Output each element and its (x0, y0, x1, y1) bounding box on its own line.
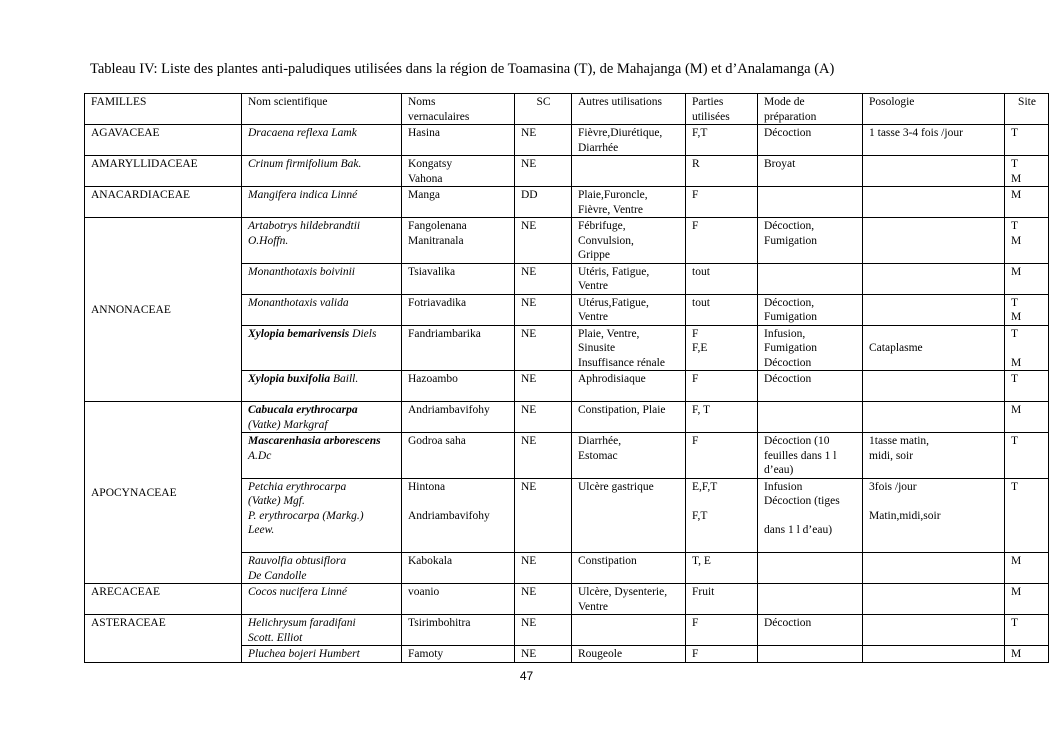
sc-cell: NE (515, 371, 572, 402)
mode-cell (758, 263, 863, 294)
nom-cell: Crinum firmifolium Bak. (242, 156, 402, 187)
mode-cell: Infusion Décoction (tiges dans 1 l d’eau) (758, 478, 863, 553)
header-mode-preparation: Mode de préparation (758, 94, 863, 125)
posologie-cell (863, 187, 1005, 218)
sc-cell: DD (515, 187, 572, 218)
site-cell: M (1005, 584, 1049, 615)
noms-cell: Fangolenana Manitranala (402, 218, 515, 264)
site-cell: T M (1005, 294, 1049, 325)
autres-cell: Fébrifuge, Convulsion, Grippe (572, 218, 686, 264)
famille-cell: ARECACEAE (85, 584, 242, 615)
nom-cell: Xylopia buxifolia Baill. (242, 371, 402, 402)
nom-cell: Monanthotaxis valida (242, 294, 402, 325)
mode-cell (758, 187, 863, 218)
mode-cell (758, 553, 863, 584)
site-cell: T M (1005, 156, 1049, 187)
nom-cell: Mascarenhasia arborescens A.Dc (242, 433, 402, 479)
nom-cell: Xylopia bemarivensis Diels (242, 325, 402, 371)
table-row (85, 218, 1049, 264)
nom-cell: Monanthotaxis boivinii (242, 263, 402, 294)
header-nom-scientifique: Nom scientifique (242, 94, 402, 125)
parties-cell: F (686, 371, 758, 402)
site-cell: T (1005, 371, 1049, 402)
autres-cell: Rougeole (572, 646, 686, 663)
parties-cell: F (686, 433, 758, 479)
parties-cell: F F,E (686, 325, 758, 371)
header-sc: SC (515, 94, 572, 125)
noms-cell: Famoty (402, 646, 515, 663)
autres-cell: Constipation (572, 553, 686, 584)
sc-cell: NE (515, 156, 572, 187)
posologie-cell: 1 tasse 3-4 fois /jour (863, 125, 1005, 156)
posologie-cell (863, 646, 1005, 663)
autres-cell: Aphrodisiaque (572, 371, 686, 402)
table-row (85, 402, 1049, 433)
autres-cell: Utéris, Fatigue, Ventre (572, 263, 686, 294)
noms-cell: Kongatsy Vahona (402, 156, 515, 187)
sc-cell: NE (515, 553, 572, 584)
site-cell: M (1005, 646, 1049, 663)
header-site: Site (1005, 94, 1049, 125)
nom-cell: Artabotrys hildebrandtii O.Hoffn. (242, 218, 402, 264)
mode-cell (758, 646, 863, 663)
nom-cell: Petchia erythrocarpa (Vatke) Mgf. P. erythrocarpa (Markg.) Leew. (242, 478, 402, 553)
site-cell: M (1005, 263, 1049, 294)
posologie-cell (863, 263, 1005, 294)
noms-cell: Hasina (402, 125, 515, 156)
famille-cell: ANACARDIACEAE (85, 187, 242, 218)
sc-cell: NE (515, 478, 572, 553)
parties-cell: Fruit (686, 584, 758, 615)
table-row (85, 156, 1049, 187)
sc-cell: NE (515, 325, 572, 371)
posologie-cell (863, 218, 1005, 264)
site-cell: T M (1005, 218, 1049, 264)
site-cell: T M (1005, 325, 1049, 371)
posologie-cell: 1tasse matin, midi, soir (863, 433, 1005, 479)
mode-cell (758, 584, 863, 615)
table-title: Tableau IV: Liste des plantes anti-paludiques utilisées dans la région de Toamasina (T), de Mahajanga (M) et d’Analamanga (A) (90, 61, 835, 77)
sc-cell: NE (515, 294, 572, 325)
famille-cell: AMARYLLIDACEAE (85, 156, 242, 187)
nom-cell: Cocos nucifera Linné (242, 584, 402, 615)
table-row (85, 125, 1049, 156)
parties-cell: E,F,T F,T (686, 478, 758, 553)
parties-cell: T, E (686, 553, 758, 584)
posologie-cell (863, 584, 1005, 615)
parties-cell: F, T (686, 402, 758, 433)
autres-cell: Ulcère gastrique (572, 478, 686, 553)
posologie-cell: Cataplasme (863, 325, 1005, 371)
page-number: 47 (519, 669, 534, 683)
noms-cell: voanio (402, 584, 515, 615)
plants-table (84, 93, 1049, 663)
famille-cell: ASTERACEAE (85, 615, 242, 663)
parties-cell: R (686, 156, 758, 187)
mode-cell: Infusion, Fumigation Décoction (758, 325, 863, 371)
site-cell: T (1005, 478, 1049, 553)
parties-cell: F (686, 615, 758, 646)
mode-cell (758, 402, 863, 433)
site-cell: T (1005, 125, 1049, 156)
mode-cell: Décoction (758, 615, 863, 646)
sc-cell: NE (515, 615, 572, 646)
autres-cell (572, 156, 686, 187)
posologie-cell (863, 371, 1005, 402)
autres-cell (572, 615, 686, 646)
parties-cell: F,T (686, 125, 758, 156)
header-parties-utilisees: Parties utilisées (686, 94, 758, 125)
sc-cell: NE (515, 218, 572, 264)
parties-cell: F (686, 646, 758, 663)
nom-cell: Mangifera indica Linné (242, 187, 402, 218)
table-row (85, 584, 1049, 615)
autres-cell: Diarrhée, Estomac (572, 433, 686, 479)
posologie-cell (863, 156, 1005, 187)
noms-cell: Fandriambarika (402, 325, 515, 371)
noms-cell: Manga (402, 187, 515, 218)
noms-cell: Hazoambo (402, 371, 515, 402)
sc-cell: NE (515, 125, 572, 156)
header-familles: FAMILLES (85, 94, 242, 125)
noms-cell: Fotriavadika (402, 294, 515, 325)
header-posologie: Posologie (863, 94, 1005, 125)
nom-cell: Pluchea bojeri Humbert (242, 646, 402, 663)
mode-cell: Décoction (10 feuilles dans 1 l d’eau) (758, 433, 863, 479)
header-row (85, 94, 1049, 125)
table-row (85, 187, 1049, 218)
famille-cell: ANNONACEAE (85, 218, 242, 402)
sc-cell: NE (515, 433, 572, 479)
autres-cell: Fièvre,Diurétique, Diarrhée (572, 125, 686, 156)
noms-cell: Godroa saha (402, 433, 515, 479)
nom-cell: Helichrysum faradifani Scott. Elliot (242, 615, 402, 646)
table-row (85, 615, 1049, 646)
autres-cell: Utérus,Fatigue, Ventre (572, 294, 686, 325)
sc-cell: NE (515, 646, 572, 663)
autres-cell: Ulcère, Dysenterie, Ventre (572, 584, 686, 615)
site-cell: M (1005, 402, 1049, 433)
site-cell: T (1005, 615, 1049, 646)
noms-cell: Kabokala (402, 553, 515, 584)
nom-cell: Rauvolfia obtusiflora De Candolle (242, 553, 402, 584)
autres-cell: Plaie,Furoncle, Fièvre, Ventre (572, 187, 686, 218)
noms-cell: Tsirimbohitra (402, 615, 515, 646)
posologie-cell (863, 294, 1005, 325)
famille-cell: APOCYNACEAE (85, 402, 242, 584)
parties-cell: F (686, 218, 758, 264)
site-cell: T (1005, 433, 1049, 479)
noms-cell: Andriambavifohy (402, 402, 515, 433)
parties-cell: F (686, 187, 758, 218)
mode-cell: Décoction, Fumigation (758, 294, 863, 325)
posologie-cell (863, 615, 1005, 646)
site-cell: M (1005, 187, 1049, 218)
sc-cell: NE (515, 584, 572, 615)
site-cell: M (1005, 553, 1049, 584)
mode-cell: Décoction, Fumigation (758, 218, 863, 264)
famille-cell: AGAVACEAE (85, 125, 242, 156)
mode-cell: Décoction (758, 371, 863, 402)
noms-cell: Tsiavalika (402, 263, 515, 294)
sc-cell: NE (515, 402, 572, 433)
sc-cell: NE (515, 263, 572, 294)
header-autres-utilisations: Autres utilisations (572, 94, 686, 125)
parties-cell: tout (686, 263, 758, 294)
nom-cell: Cabucala erythrocarpa (Vatke) Markgraf (242, 402, 402, 433)
posologie-cell (863, 402, 1005, 433)
mode-cell: Décoction (758, 125, 863, 156)
mode-cell: Broyat (758, 156, 863, 187)
parties-cell: tout (686, 294, 758, 325)
autres-cell: Plaie, Ventre, Sinusite Insuffisance rénale (572, 325, 686, 371)
noms-cell: Hintona Andriambavifohy (402, 478, 515, 553)
header-noms-vernaculaires: Noms vernaculaires (402, 94, 515, 125)
nom-cell: Dracaena reflexa Lamk (242, 125, 402, 156)
posologie-cell (863, 553, 1005, 584)
posologie-cell: 3fois /jour Matin,midi,soir (863, 478, 1005, 553)
autres-cell: Constipation, Plaie (572, 402, 686, 433)
